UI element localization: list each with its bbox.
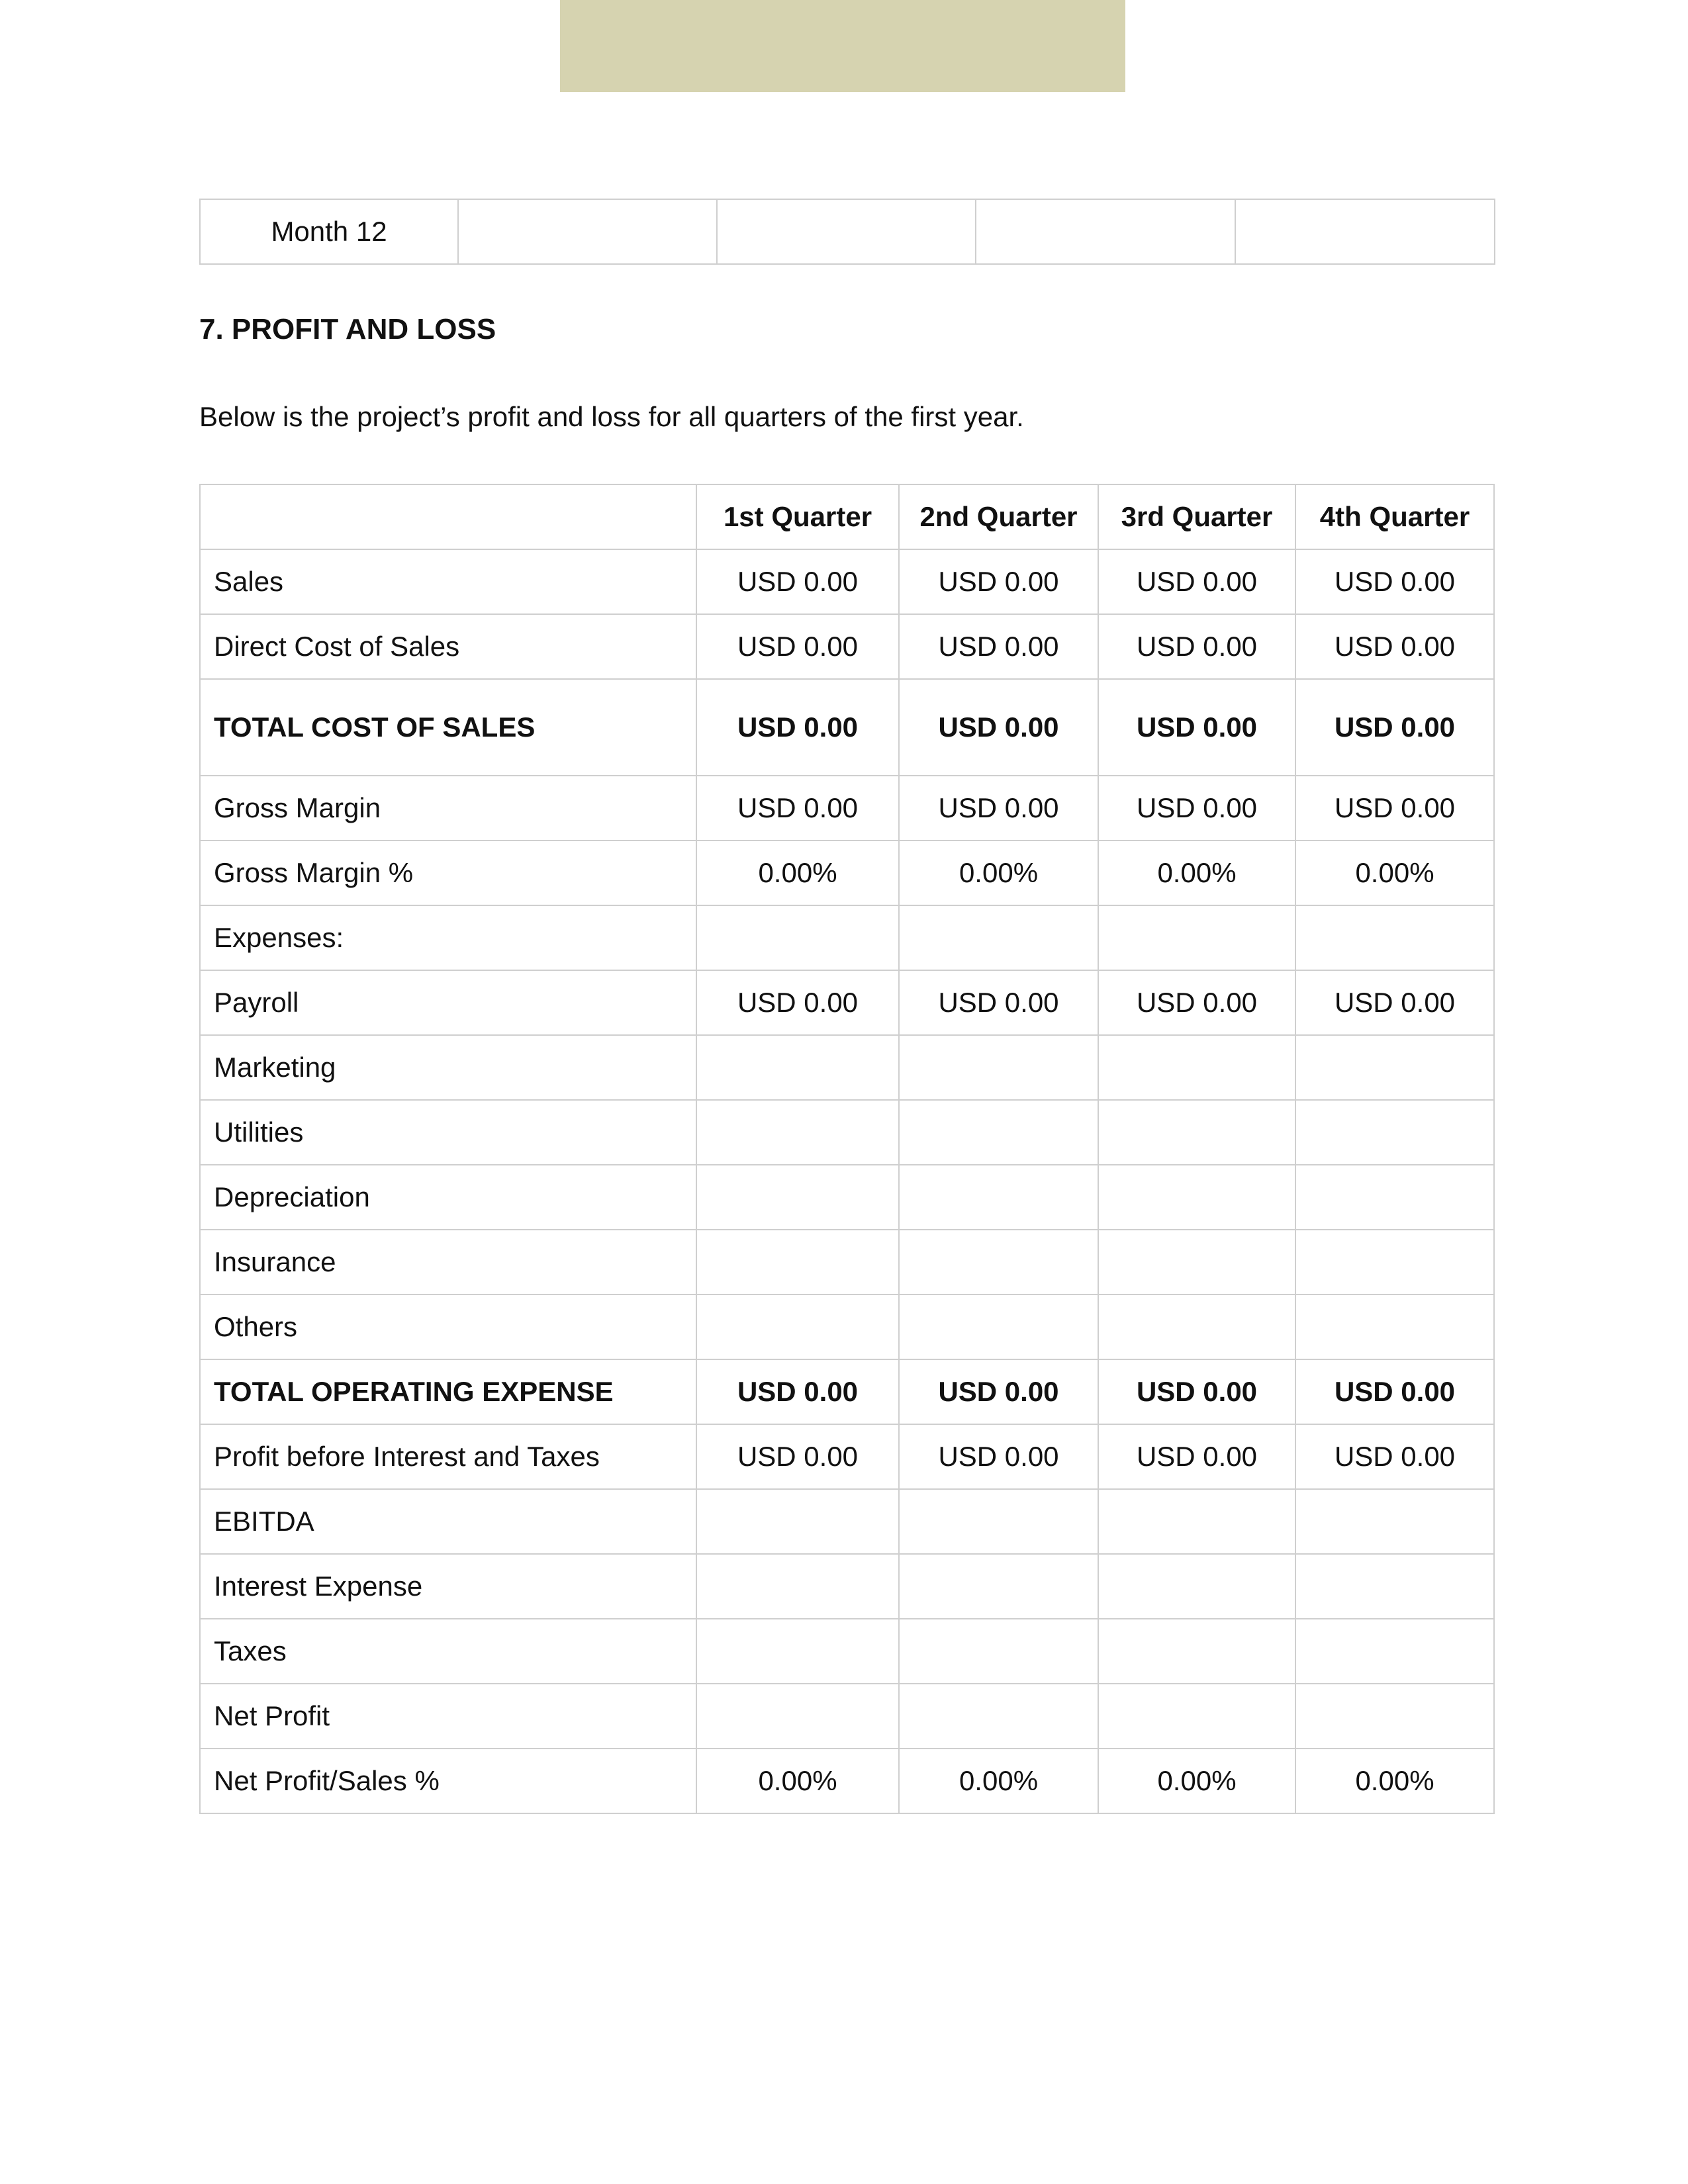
header-decorative-band xyxy=(560,0,1125,92)
cell-value: USD 0.00 xyxy=(1098,679,1295,776)
table-row xyxy=(200,1035,1494,1100)
row-label: Utilities xyxy=(200,1100,696,1165)
cell-value: USD 0.00 xyxy=(899,1424,1098,1489)
cell-value: USD 0.00 xyxy=(1098,1359,1295,1424)
cell-value xyxy=(1295,1295,1494,1359)
row-label: Sales xyxy=(200,549,696,614)
cell-value xyxy=(1295,1230,1494,1295)
table-row xyxy=(200,1230,1494,1295)
cell-value xyxy=(1295,1684,1494,1749)
cell-value: 0.00% xyxy=(1295,841,1494,905)
cell-value xyxy=(1098,1295,1295,1359)
cell-value: 0.00% xyxy=(696,1749,899,1813)
table-row xyxy=(200,199,1495,264)
cell-value: USD 0.00 xyxy=(1295,776,1494,841)
table-row xyxy=(200,1489,1494,1554)
cell-value xyxy=(1295,1554,1494,1619)
cell-value: USD 0.00 xyxy=(1098,970,1295,1035)
section-heading: 7. PROFIT AND LOSS xyxy=(199,313,496,345)
cell-value xyxy=(696,905,899,970)
table-row xyxy=(200,679,1494,776)
cell-value xyxy=(899,1619,1098,1684)
cell-value: USD 0.00 xyxy=(696,679,899,776)
row-label: EBITDA xyxy=(200,1489,696,1554)
cell-value: USD 0.00 xyxy=(1295,1424,1494,1489)
cell-value: USD 0.00 xyxy=(696,776,899,841)
row-label: Payroll xyxy=(200,970,696,1035)
cell-value: USD 0.00 xyxy=(1098,1424,1295,1489)
table-row xyxy=(200,1749,1494,1813)
cell-value xyxy=(1295,1619,1494,1684)
table-row xyxy=(200,970,1494,1035)
cell-value xyxy=(1295,1035,1494,1100)
table-row xyxy=(200,1554,1494,1619)
cell-value xyxy=(1098,1554,1295,1619)
row-label: Gross Margin % xyxy=(200,841,696,905)
row-label: Net Profit/Sales % xyxy=(200,1749,696,1813)
section-intro-text: Below is the project’s profit and loss for all quarters of the first year. xyxy=(199,401,1024,432)
table-row xyxy=(200,841,1494,905)
cell-value: USD 0.00 xyxy=(899,549,1098,614)
table-row xyxy=(200,776,1494,841)
table-row xyxy=(200,549,1494,614)
cell-value xyxy=(899,905,1098,970)
cell-value xyxy=(1295,1165,1494,1230)
cell-value: USD 0.00 xyxy=(899,776,1098,841)
cell-value: USD 0.00 xyxy=(899,970,1098,1035)
cell-value: 0.00% xyxy=(1295,1749,1494,1813)
row-label: Expenses: xyxy=(200,905,696,970)
cell-value: USD 0.00 xyxy=(1295,1359,1494,1424)
cell-value xyxy=(899,1035,1098,1100)
cell-value xyxy=(899,1684,1098,1749)
table-row xyxy=(200,1165,1494,1230)
cell-value: 0.00% xyxy=(899,1749,1098,1813)
cell-value xyxy=(696,1035,899,1100)
cell-value xyxy=(696,1489,899,1554)
row-label: Net Profit xyxy=(200,1684,696,1749)
cell-value: USD 0.00 xyxy=(1098,776,1295,841)
row-label: Others xyxy=(200,1295,696,1359)
table-header-row xyxy=(200,484,1494,549)
table-row xyxy=(200,1424,1494,1489)
cell-value xyxy=(1295,1489,1494,1554)
cell-value: USD 0.00 xyxy=(899,1359,1098,1424)
cell-value xyxy=(1295,1100,1494,1165)
table-row xyxy=(200,1619,1494,1684)
cell-value: USD 0.00 xyxy=(696,1424,899,1489)
cell-value xyxy=(1098,1035,1295,1100)
cell-value xyxy=(899,1230,1098,1295)
row-label: Gross Margin xyxy=(200,776,696,841)
month-value-cell xyxy=(458,199,717,264)
month-value-cell xyxy=(976,199,1235,264)
cell-value: USD 0.00 xyxy=(1098,549,1295,614)
cell-value xyxy=(1098,1619,1295,1684)
row-label: Direct Cost of Sales xyxy=(200,614,696,679)
row-label: TOTAL COST OF SALES xyxy=(200,679,696,776)
cell-value: USD 0.00 xyxy=(899,614,1098,679)
cell-value xyxy=(696,1165,899,1230)
cell-value xyxy=(1295,905,1494,970)
row-label: Interest Expense xyxy=(200,1554,696,1619)
cell-value: USD 0.00 xyxy=(1295,679,1494,776)
cell-value: USD 0.00 xyxy=(1295,614,1494,679)
table-row xyxy=(200,1295,1494,1359)
table-row xyxy=(200,905,1494,970)
monthly-table-continuation xyxy=(199,199,1495,265)
cell-value xyxy=(899,1100,1098,1165)
row-label: Depreciation xyxy=(200,1165,696,1230)
cell-value xyxy=(696,1554,899,1619)
cell-value xyxy=(1098,1165,1295,1230)
cell-value: USD 0.00 xyxy=(1295,970,1494,1035)
cell-value xyxy=(696,1684,899,1749)
column-header-q1: 1st Quarter xyxy=(696,484,899,549)
month-label-cell: Month 12 xyxy=(200,199,458,264)
column-header-empty xyxy=(200,484,696,549)
cell-value xyxy=(696,1230,899,1295)
cell-value xyxy=(696,1619,899,1684)
cell-value: 0.00% xyxy=(899,841,1098,905)
column-header-q3: 3rd Quarter xyxy=(1098,484,1295,549)
cell-value xyxy=(1098,1489,1295,1554)
cell-value: 0.00% xyxy=(1098,841,1295,905)
cell-value: USD 0.00 xyxy=(1098,614,1295,679)
cell-value: USD 0.00 xyxy=(696,614,899,679)
cell-value xyxy=(1098,1230,1295,1295)
cell-value xyxy=(1098,1684,1295,1749)
table-row xyxy=(200,1684,1494,1749)
month-value-cell xyxy=(1235,199,1495,264)
profit-and-loss-table xyxy=(199,484,1495,1814)
table-row xyxy=(200,1359,1494,1424)
month-value-cell xyxy=(717,199,976,264)
cell-value: USD 0.00 xyxy=(696,1359,899,1424)
cell-value: 0.00% xyxy=(696,841,899,905)
cell-value: USD 0.00 xyxy=(899,679,1098,776)
cell-value xyxy=(899,1489,1098,1554)
cell-value xyxy=(696,1295,899,1359)
cell-value xyxy=(899,1165,1098,1230)
column-header-q2: 2nd Quarter xyxy=(899,484,1098,549)
cell-value xyxy=(899,1295,1098,1359)
row-label: Insurance xyxy=(200,1230,696,1295)
row-label: TOTAL OPERATING EXPENSE xyxy=(200,1359,696,1424)
cell-value xyxy=(899,1554,1098,1619)
cell-value xyxy=(1098,905,1295,970)
table-row xyxy=(200,614,1494,679)
column-header-q4: 4th Quarter xyxy=(1295,484,1494,549)
row-label: Profit before Interest and Taxes xyxy=(200,1424,696,1489)
cell-value xyxy=(696,1100,899,1165)
cell-value: 0.00% xyxy=(1098,1749,1295,1813)
row-label: Marketing xyxy=(200,1035,696,1100)
cell-value: USD 0.00 xyxy=(696,970,899,1035)
cell-value xyxy=(1098,1100,1295,1165)
table-row xyxy=(200,1100,1494,1165)
cell-value: USD 0.00 xyxy=(696,549,899,614)
cell-value: USD 0.00 xyxy=(1295,549,1494,614)
row-label: Taxes xyxy=(200,1619,696,1684)
